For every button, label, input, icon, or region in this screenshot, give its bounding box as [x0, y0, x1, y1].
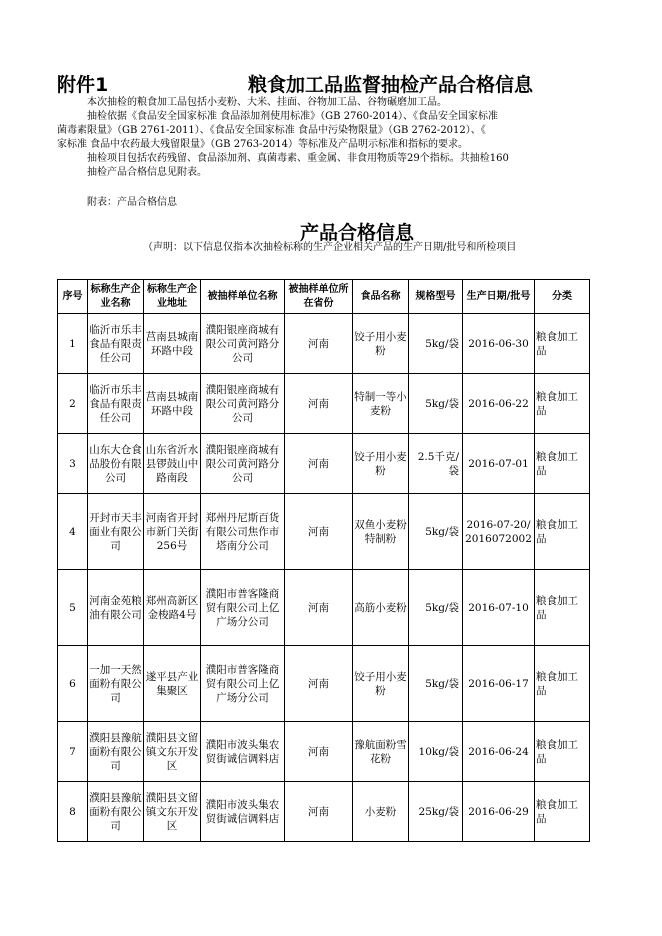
disclaimer-statement: （声明：以下信息仅指本次抽检标称的生产企业相关产品的生产日期/批号和所检项目: [143, 242, 517, 253]
column-header: 被抽样单位名称: [201, 280, 285, 314]
maker-name: 濮阳县豫航面粉有限公司: [88, 782, 144, 842]
province: 河南: [285, 646, 353, 722]
category: 粮食加工品: [535, 722, 590, 782]
province: 河南: [285, 314, 353, 374]
column-header: 标称生产企业名称: [88, 280, 144, 314]
maker-name: 河南金苑粮油有限公司: [88, 570, 144, 646]
row-number: 3: [58, 434, 88, 494]
sampled-unit: 濮阳市普客隆商贸有限公司上亿广场分公司: [201, 646, 285, 722]
intro-line-6: 抽检产品合格信息见附表。: [87, 167, 207, 178]
food-name: 特制一等小麦粉: [353, 374, 409, 434]
province: 河南: [285, 782, 353, 842]
province: 河南: [285, 374, 353, 434]
maker-address: 濮阳县文留镇文东开发区: [144, 722, 201, 782]
row-number: 8: [58, 782, 88, 842]
table-row: [58, 374, 590, 434]
food-name: 饺子用小麦粉: [353, 646, 409, 722]
column-header: 规格型号: [409, 280, 463, 314]
province: 河南: [285, 570, 353, 646]
sampled-unit: 郑州丹尼斯百货有限公司焦作市塔南分公司: [201, 494, 285, 570]
production-date: 2016-06-17: [463, 646, 535, 722]
column-header: 生产日期/批号: [463, 280, 535, 314]
sampled-unit: 濮阳银座商城有限公司黄河路分公司: [201, 314, 285, 374]
production-date: 2016-06-22: [463, 374, 535, 434]
appendix-label: 附表：产品合格信息: [87, 197, 177, 208]
maker-address: 濮阳县文留镇文东开发区: [144, 782, 201, 842]
sampled-unit: 濮阳市普客隆商贸有限公司上亿广场分公司: [201, 570, 285, 646]
production-date: 2016-06-24: [463, 722, 535, 782]
food-name: 饺子用小麦粉: [353, 314, 409, 374]
category: 粮食加工品: [535, 374, 590, 434]
column-header: 食品名称: [353, 280, 409, 314]
row-number: 2: [58, 374, 88, 434]
column-header: 序号: [58, 280, 88, 314]
food-name: 小麦粉: [353, 782, 409, 842]
province: 河南: [285, 494, 353, 570]
sampled-unit: 濮阳市波头集农贸街诚信调料店: [201, 782, 285, 842]
production-date: 2016-07-01: [463, 434, 535, 494]
category: 粮食加工品: [535, 570, 590, 646]
province: 河南: [285, 722, 353, 782]
spec: 5kg/袋: [409, 314, 463, 374]
spec: 10kg/袋: [409, 722, 463, 782]
category: 粮食加工品: [535, 314, 590, 374]
intro-line-4: 家标准 食品中农药最大残留限量》（GB 2763-2014）等标准及产品明示标准和指标的要求。: [57, 139, 468, 150]
column-header: 分类: [535, 280, 590, 314]
intro-line-5: 抽检项目包括农药残留、食品添加剂、真菌毒素、重金属、非食用物质等29个指标。共抽检160: [87, 153, 509, 164]
maker-name: 开封市天丰面业有限公司: [88, 494, 144, 570]
row-number: 4: [58, 494, 88, 570]
food-name: 高筋小麦粉: [353, 570, 409, 646]
category: 粮食加工品: [535, 646, 590, 722]
maker-name: 临沂市乐丰食品有限责任公司: [88, 314, 144, 374]
production-date: 2016-07-10: [463, 570, 535, 646]
spec: 2.5千克/袋: [409, 434, 463, 494]
row-number: 5: [58, 570, 88, 646]
table-row: [58, 646, 590, 722]
spec: 5kg/袋: [409, 374, 463, 434]
food-name: 双鱼小麦粉特制粉: [353, 494, 409, 570]
intro-line-3: 菌毒素限量》（GB 2761-2011）、《食品安全国家标准 食品中污染物限量》（GB 2762-2012）、《: [57, 125, 486, 136]
table-row: [58, 782, 590, 842]
category: 粮食加工品: [535, 434, 590, 494]
section-title: 产品合格信息: [300, 222, 415, 244]
production-date: 2016-07-20/2016072002: [463, 494, 535, 570]
page-title: 粮食加工品监督抽检产品合格信息: [248, 74, 534, 96]
province: 河南: [285, 434, 353, 494]
maker-address: 河南省开封市新门关街256号: [144, 494, 201, 570]
product-table: [57, 279, 590, 842]
intro-line-2: 抽检依据《食品安全国家标准 食品添加剂使用标准》（GB 2760-2014）、《食品安全国家标准: [87, 111, 498, 122]
sampled-unit: 濮阳银座商城有限公司黄河路分公司: [201, 374, 285, 434]
category: 粮食加工品: [535, 782, 590, 842]
food-name: 饺子用小麦粉: [353, 434, 409, 494]
maker-address: 莒南县城南环路中段: [144, 314, 201, 374]
table-header-row: [58, 280, 590, 314]
maker-name: 山东大仓食品股份有限公司: [88, 434, 144, 494]
table-row: [58, 434, 590, 494]
sampled-unit: 濮阳市波头集农贸街诚信调料店: [201, 722, 285, 782]
spec: 25kg/袋: [409, 782, 463, 842]
category: 粮食加工品: [535, 494, 590, 570]
maker-name: 濮阳县豫航面粉有限公司: [88, 722, 144, 782]
row-number: 6: [58, 646, 88, 722]
table-row: [58, 494, 590, 570]
row-number: 1: [58, 314, 88, 374]
column-header: 被抽样单位所在省份: [285, 280, 353, 314]
column-header: 标称生产企业地址: [144, 280, 201, 314]
table-row: [58, 314, 590, 374]
maker-address: 莒南县城南环路中段: [144, 374, 201, 434]
row-number: 7: [58, 722, 88, 782]
table-row: [58, 722, 590, 782]
maker-name: 临沂市乐丰食品有限责任公司: [88, 374, 144, 434]
spec: 5kg/袋: [409, 494, 463, 570]
production-date: 2016-06-29: [463, 782, 535, 842]
table-row: [58, 570, 590, 646]
attachment-label: 附件1: [57, 74, 109, 96]
spec: 5kg/袋: [409, 646, 463, 722]
production-date: 2016-06-30: [463, 314, 535, 374]
maker-name: 一加一天然面粉有限公司: [88, 646, 144, 722]
spec: 5kg/袋: [409, 570, 463, 646]
intro-line-1: 本次抽检的粮食加工品包括小麦粉、大米、挂面、谷物加工品、谷物碾磨加工品。: [87, 97, 447, 108]
maker-address: 遂平县产业集聚区: [144, 646, 201, 722]
maker-address: 山东省沂水县锣鼓山中路南段: [144, 434, 201, 494]
sampled-unit: 濮阳银座商城有限公司黄河路分公司: [201, 434, 285, 494]
food-name: 豫航面粉雪花粉: [353, 722, 409, 782]
maker-address: 郑州高新区金梭路4号: [144, 570, 201, 646]
